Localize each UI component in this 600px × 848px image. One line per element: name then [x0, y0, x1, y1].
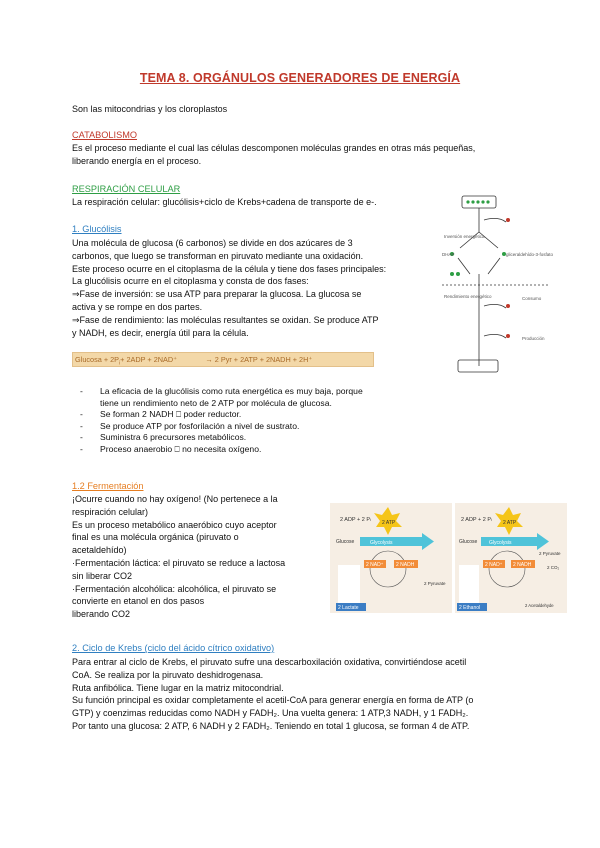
- fig2-adp-sub: i: [491, 517, 492, 522]
- glucolisis-line: La glucólisis ocurre en el citoplasma y consta de dos fases:: [72, 276, 309, 287]
- glucolisis-line: Una molécula de glucosa (6 carbonos) se divide en dos azúcares de 3: [72, 238, 353, 248]
- glucolisis-line: ⇒Fase de inversión: se usa ATP para preparar la glucosa. La glucosa se: [72, 289, 362, 300]
- catabolismo-heading: CATABOLISMO: [72, 130, 138, 140]
- glucolisis-heading: 1. Glucólisis: [72, 224, 122, 234]
- equation-right: 2 Pyr + 2ATP + 2NADH + 2H⁺: [214, 355, 313, 364]
- fermentacion-line: Es un proceso metabólico anaeróbico cuyo aceptor: [72, 519, 277, 530]
- alcoholic-fermentation-figure: [455, 503, 567, 613]
- fermentacion-line: acetaldehído): [72, 545, 127, 556]
- list-item: - Proceso anaerobio ⎕ no necesita oxígeno.: [80, 443, 262, 454]
- fermentacion-line: ¡Ocurre cuando no hay oxígeno! (No pertenece a la: [72, 494, 278, 504]
- catabolismo-body: [72, 142, 532, 168]
- fig-glycolysis: Glycolysis: [370, 540, 393, 546]
- krebs-line: GTP) y coenzimas reducidas como NADH y FADH₂. Una vuelta genera: 1 ATP,3 NADH, y 1 FADH₂.: [72, 708, 469, 719]
- fig2-glycolysis: Glycolysis: [489, 540, 512, 546]
- fig2-co2: 2 CO₂: [547, 565, 560, 570]
- krebs-line: CoA. Se realiza por la piruvato deshidrogenasa.: [72, 669, 264, 680]
- respiracion-heading: RESPIRACIÓN CELULAR: [72, 184, 181, 194]
- list-item: - Se forman 2 NADH ⎕ poder reductor.: [80, 409, 242, 419]
- diagram-label: Rendimiento energético: [444, 294, 492, 299]
- list-item: - La eficacia de la glucólisis como ruta energética es muy baja, porque: [80, 386, 363, 396]
- glucolisis-body: [72, 237, 432, 339]
- fig2-ethanol: 2 Ethanol: [459, 605, 481, 611]
- list-item: [72, 398, 432, 410]
- list-item: - Suministra 6 precursores metabólicos.: [80, 432, 247, 442]
- svg-text:2 ADP + 2 Pi: [461, 517, 492, 523]
- bullet-text: Proceso anaerobio ⎕ no necesita oxígeno.: [100, 443, 262, 454]
- fermentacion-line: sin liberar CO2: [72, 570, 133, 581]
- glucolisis-line: y NADH, es decir, energía útil para la célula.: [72, 327, 249, 338]
- bullet-text: La eficacia de la glucólisis como ruta energética es muy baja, porque: [100, 386, 363, 396]
- krebs-body: [72, 656, 542, 733]
- glucolisis-line: Este proceso ocurre en el citoplasma de la célula y tiene dos fases principales:: [72, 263, 387, 274]
- catabolismo-line: liberando energía en el proceso.: [72, 155, 202, 166]
- bullet-text: Se forman 2 NADH ⎕ poder reductor.: [100, 409, 242, 419]
- fig-lactate: 2 Lactate: [338, 605, 359, 611]
- fig2-atp: 2 ATP: [503, 520, 517, 526]
- diagram-label: Inversión energética: [444, 234, 485, 239]
- intro-text: Son las mitocondrias y los cloroplastos: [72, 104, 228, 114]
- fermentacion-line: final es una molécula orgánica (piruvato o: [72, 532, 239, 543]
- equation-arrow: →: [205, 355, 213, 364]
- glucolisis-diagram: [438, 190, 558, 382]
- krebs-line: Para entrar al ciclo de Krebs, el piruvato sufre una descarboxilación oxidativa, convirtiéndose acetil: [72, 657, 467, 667]
- fermentacion-body: [72, 493, 322, 621]
- glucolisis-line: activa y se rompe en dos partes.: [72, 301, 203, 312]
- krebs-line: Su función principal es oxidar completamente el acetil-CoA para generar energía en forma de ATP (o: [72, 695, 474, 706]
- svg-text:2 ADP + 2 Pi: [340, 517, 371, 523]
- fermentacion-heading: 1.2 Fermentación: [72, 481, 144, 491]
- diagram-label: Consumo: [522, 296, 542, 301]
- fig2-glucose: Glucose: [459, 539, 478, 545]
- equation-left: Glucosa + 2P: [75, 355, 120, 364]
- fig-adp: 2 ADP + 2 P: [340, 517, 371, 523]
- fig2-nadh: 2 NADH: [513, 562, 532, 568]
- bullet-text: tiene un rendimiento neto de 2 ATP por molécula de glucosa.: [100, 397, 332, 408]
- diagram-label: Producción: [522, 336, 545, 341]
- pyruvate-box: [458, 360, 498, 372]
- lactic-fermentation-figure: [330, 503, 452, 613]
- fermentacion-line: respiración celular): [72, 506, 149, 517]
- fig2-nad: 2 NAD⁺: [485, 562, 503, 568]
- diagram-label: gliceraldehído-3-fosfato: [506, 252, 554, 257]
- fig-atp: 2 ATP: [382, 520, 396, 526]
- krebs-heading: 2. Ciclo de Krebs (ciclo del ácido cítrico oxidativo): [72, 643, 275, 653]
- list-item: - Se produce ATP por fosforilación a nivel de sustrato.: [80, 420, 300, 431]
- fig2-adp: 2 ADP + 2 P: [461, 517, 492, 523]
- equation-left-rest: + 2ADP + 2NAD⁺: [120, 355, 178, 364]
- fermentacion-line: ·Fermentación láctica: el piruvato se reduce a lactosa: [72, 557, 286, 568]
- glucolisis-line: carbonos, que luego se transforman en piruvato mediante una oxidación.: [72, 250, 364, 261]
- glucolisis-equation: [72, 352, 374, 367]
- fig2-acetaldehyde: 2 Acetaldehyde: [525, 603, 554, 608]
- bullet-text: Suministra 6 precursores metabólicos.: [100, 432, 247, 442]
- fig-nadh: 2 NADH: [396, 562, 415, 568]
- glucolisis-line: ⇒Fase de rendimiento: las moléculas resultantes se oxidan. Se produce ATP: [72, 314, 379, 325]
- page-title: TEMA 8. ORGÁNULOS GENERADORES DE ENERGÍA: [139, 71, 461, 85]
- fig-pyruvate: 2 Pyruvate: [424, 581, 446, 586]
- krebs-line: Por tanto una glucosa: 2 ATP, 6 NADH y 2 FADH₂. Teniendo en total 1 glucosa, se forman 4 de ATP.: [72, 720, 470, 731]
- fig-adp-sub: i: [370, 517, 371, 522]
- bullet-text: Se produce ATP por fosforilación a nivel de sustrato.: [100, 420, 300, 431]
- fermentacion-line: liberando CO2: [72, 609, 131, 620]
- krebs-line: Ruta anfibólica. Tiene lugar en la matriz mitocondrial.: [72, 682, 284, 693]
- equation-sub: i: [119, 360, 121, 367]
- fig-glucose: Glucose: [336, 539, 355, 545]
- fig-nad: 2 NAD⁺: [366, 562, 384, 568]
- respiracion-text: La respiración celular: glucólisis+ciclo de Krebs+cadena de transporte de e-.: [72, 197, 377, 207]
- fermentacion-line: convierte en etanol en dos pasos: [72, 596, 205, 607]
- fig2-pyruvate: 2 Pyruvate: [539, 551, 561, 556]
- diagram-label: DHAP: [442, 252, 455, 257]
- glucolisis-bullets: [72, 386, 432, 455]
- catabolismo-line: Es el proceso mediante el cual las células descomponen moléculas grandes en otras más pequeñas,: [72, 143, 476, 153]
- fermentacion-line: ·Fermentación alcohólica: alcohólica, el piruvato se: [72, 583, 277, 594]
